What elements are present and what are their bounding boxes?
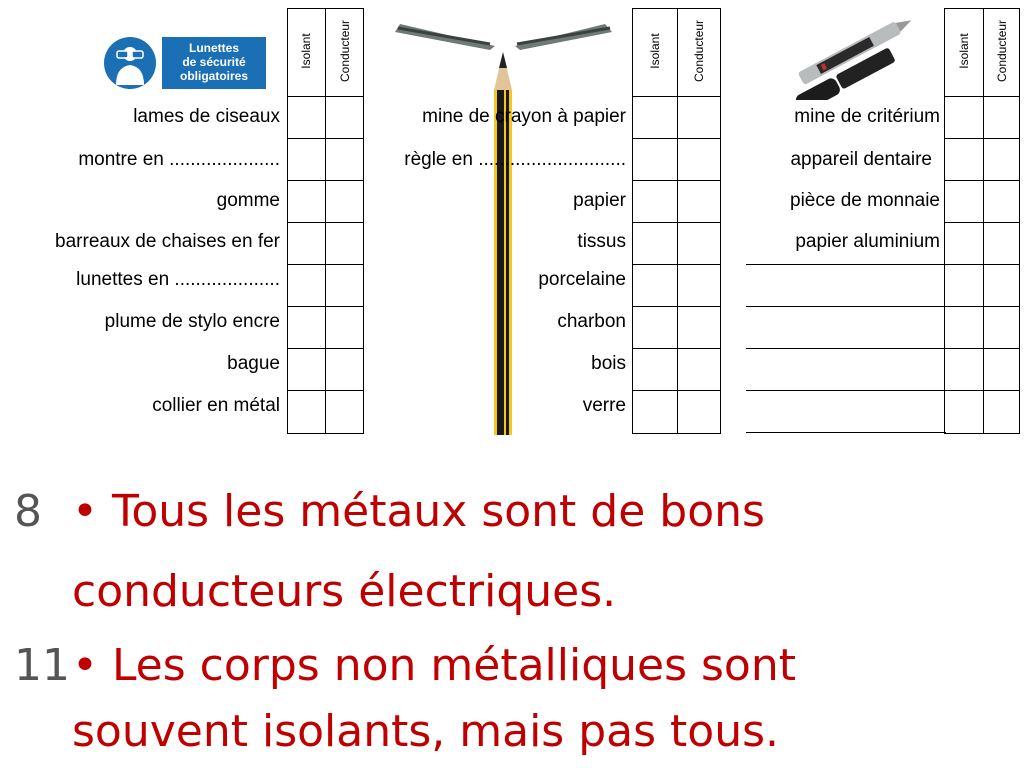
statement-number: 8 <box>14 486 42 537</box>
statement-number: 11 <box>14 640 70 691</box>
col1-item: bague <box>227 353 280 374</box>
col2-item: papier <box>573 190 626 211</box>
statement-line: • Les corps non métalliques sont <box>72 640 796 691</box>
col2-item: tissus <box>577 231 626 252</box>
col2-item: verre <box>582 395 626 416</box>
col1-item: collier en métal <box>152 395 280 416</box>
col3-item: mine de critérium <box>794 106 940 127</box>
col3-conductor-column <box>983 96 1020 434</box>
col1-item: barreaux de chaises en fer <box>55 231 280 252</box>
col1-item: lames de ciseaux <box>133 106 280 127</box>
col3-item: papier aluminium <box>795 231 940 252</box>
mechanical-pencil-image <box>775 8 925 100</box>
safety-sign-line2: de sécurité <box>182 55 246 69</box>
col1-header-conductor-label: Conducteur <box>338 19 352 82</box>
pencil-with-clips-image <box>390 10 620 435</box>
statement-line: conducteurs électriques. <box>72 566 617 617</box>
col2-item: bois <box>591 353 626 374</box>
col3-item: appareil dentaire <box>790 149 932 170</box>
col1-header-insulator-label: Isolant <box>299 33 313 69</box>
statement-line: • Tous les métaux sont de bons <box>72 486 765 537</box>
col1-item: lunettes en .................... <box>76 269 280 290</box>
col3-header-conductor-label: Conducteur <box>995 19 1009 82</box>
col2-conductor-column <box>677 96 721 434</box>
col1-item: montre en ..................... <box>78 149 280 170</box>
statement-line: souvent isolants, mais pas tous. <box>72 706 779 757</box>
col2-header-conductor-label: Conducteur <box>692 19 706 82</box>
safety-sign-line3: obligatoires <box>179 69 248 83</box>
col1-conductor-column <box>325 96 364 434</box>
safety-sign <box>162 37 266 89</box>
col1-item: gomme <box>216 190 280 211</box>
col1-item: plume de stylo encre <box>104 311 280 332</box>
col2-header-insulator-label: Isolant <box>648 33 662 69</box>
col2-insulator-column <box>632 96 678 434</box>
col2-item: mine de crayon à papier <box>422 106 626 127</box>
col3-item: pièce de monnaie <box>790 190 940 211</box>
safety-sign-line1: Lunettes <box>188 41 239 55</box>
safety-glasses-icon <box>104 37 156 89</box>
col1-insulator-column <box>287 96 326 434</box>
col3-insulator-column <box>944 96 984 434</box>
col2-item: charbon <box>557 311 626 332</box>
col2-item: règle en ............................ <box>404 149 626 170</box>
col2-item: porcelaine <box>538 269 626 290</box>
col3-header-insulator-label: Isolant <box>957 33 971 69</box>
